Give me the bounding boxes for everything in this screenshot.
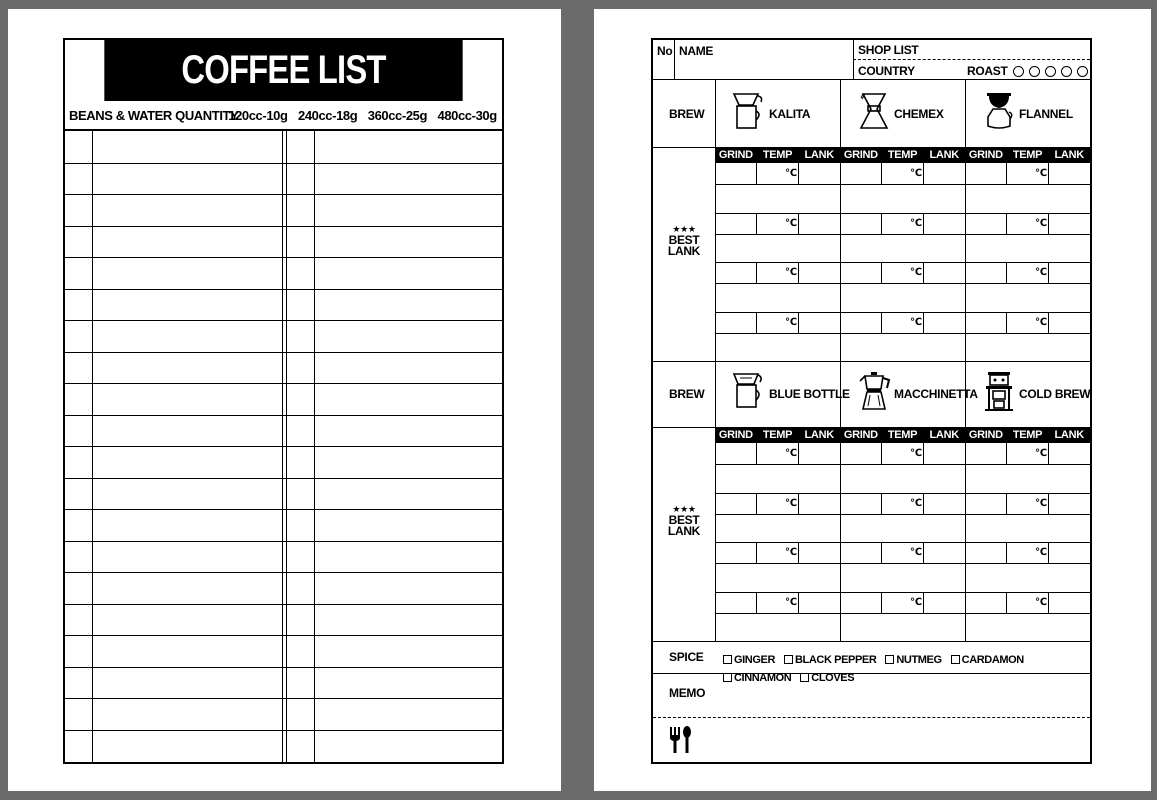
divider [756,443,757,464]
column-header-temp: TEMP [1012,149,1043,161]
divider [715,493,1090,494]
spice-name: NUTMEG [896,654,942,666]
list-row-line [65,667,502,668]
divider [923,262,924,283]
temperature-unit: ℃ [785,547,798,558]
spice-checkbox[interactable] [723,673,732,682]
column-header-lank: LANK [929,149,959,161]
divider [1048,213,1049,234]
column-header-grind: GRIND [718,429,753,441]
temperature-unit: ℃ [785,217,798,229]
list-row-line [65,352,502,353]
brew-method-name: FLANNEL [1019,107,1073,121]
divider [1048,312,1049,333]
list-row-line [65,226,502,227]
list-row-line [65,509,502,510]
temperature-unit: ℃ [910,217,923,229]
roast-dots [1008,64,1088,78]
cold-brew-tower-icon [982,372,1016,412]
list-row-line [65,604,502,605]
moka-pot-icon [857,372,891,412]
memo-label: MEMO [669,686,706,700]
divider [1006,213,1007,234]
divider [715,184,1090,185]
list-row-line [65,383,502,384]
brew-method-name: KALITA [769,107,811,121]
divider [923,443,924,464]
list-column-line [286,131,287,762]
temperature-unit: ℃ [910,497,923,509]
coffee-list-grid [65,131,502,762]
brew-method-name: CHEMEX [894,107,944,121]
spice-checkbox[interactable] [885,655,894,664]
column-header-temp: TEMP [762,149,793,161]
brew-record-frame [651,38,1092,764]
divider [881,163,882,184]
column-header-grind: GRIND [968,429,1003,441]
spice-option[interactable] [784,654,876,666]
brew-label: BREW [669,107,705,121]
best-text: BEST [668,233,700,247]
quantity-480: 480cc-30g [437,107,497,123]
lank-text: LANK [667,244,701,258]
roast-level-circle[interactable] [1077,66,1088,77]
quantity-360: 360cc-25g [367,107,428,123]
beans-water-label: BEANS & WATER QUANTITY [69,107,239,123]
roast-level-circle[interactable] [1045,66,1056,77]
divider [798,493,799,514]
divider [798,262,799,283]
brew-method-name: COLD BREW [1019,387,1091,401]
divider [715,464,1090,465]
list-row-line [65,163,502,164]
divider [715,234,1090,235]
column-header-grind: GRIND [843,149,878,161]
roast-scale [967,64,1088,78]
divider [756,542,757,563]
blue-bottle-dripper-icon [732,372,766,412]
list-row-line [65,635,502,636]
list-row-line [65,320,502,321]
temperature-unit: ℃ [910,448,923,459]
roast-level-circle[interactable] [1061,66,1072,77]
list-row-line [65,446,502,447]
divider [715,333,1090,334]
column-header-lank: LANK [804,429,834,441]
spice-name: CINNAMON [734,672,792,684]
spice-checkbox[interactable] [951,655,960,664]
temperature-unit: ℃ [1035,596,1048,608]
coffee-list-frame [63,38,504,764]
column-header-bar [965,148,1090,163]
temperature-unit: ℃ [910,267,923,278]
column-header-grind: GRIND [843,429,878,441]
temperature-unit: ℃ [1035,217,1048,229]
column-header-lank: LANK [804,149,834,161]
divider [853,59,1090,60]
temperature-unit: ℃ [785,316,798,328]
divider [798,592,799,613]
column-header-grind: GRIND [718,149,753,161]
temperature-unit: ℃ [785,596,798,608]
temperature-unit: ℃ [910,168,923,179]
divider [881,443,882,464]
spice-option[interactable] [723,654,775,666]
best-rank-label [653,504,715,537]
list-row-line [65,415,502,416]
rank-stars: ★★★ [672,224,696,234]
list-column-line [92,131,93,762]
spice-name: BLACK PEPPER [795,654,877,666]
brew-record-page [594,9,1151,791]
no-label: No [657,44,673,58]
divider [653,79,1090,80]
divider [756,163,757,184]
column-header-bar [715,148,840,163]
divider [1048,443,1049,464]
list-column-line [314,131,315,762]
list-row-line [65,541,502,542]
divider [653,717,1090,718]
divider [798,163,799,184]
temperature-unit: ℃ [785,497,798,509]
divider [965,80,966,147]
flannel-drip-icon [982,92,1016,132]
divider [923,163,924,184]
divider [1006,163,1007,184]
divider [756,592,757,613]
temperature-unit: ℃ [785,168,798,179]
temperature-unit: ℃ [785,448,798,459]
divider [653,641,1090,642]
name-label: NAME [679,44,714,58]
list-row-line [65,698,502,699]
temperature-unit: ℃ [1035,316,1048,328]
spice-checkbox[interactable] [784,655,793,664]
list-row-line [65,257,502,258]
divider [715,542,1090,543]
divider [653,361,1090,362]
divider [756,213,757,234]
divider [881,213,882,234]
country-label: COUNTRY [858,64,915,78]
shop-list-label: SHOP LIST [858,43,919,57]
column-header-bar [715,428,840,443]
spice-checkbox[interactable] [800,673,809,682]
roast-level-circle[interactable] [1013,66,1024,77]
divider [923,493,924,514]
quantity-header [65,101,502,131]
divider [923,592,924,613]
divider [798,213,799,234]
temperature-unit: ℃ [910,547,923,558]
spice-name: CARDAMON [961,654,1024,666]
list-row-line [65,194,502,195]
divider [1048,592,1049,613]
best-rank-label [653,224,715,257]
divider [715,283,1090,284]
divider [1006,493,1007,514]
divider [881,493,882,514]
list-row-line [65,478,502,479]
column-header-temp: TEMP [887,429,918,441]
column-header-bar [840,148,965,163]
best-text: BEST [668,513,700,527]
spice-label: SPICE [669,650,704,664]
quantity-120: 120cc-10g [228,107,288,123]
list-row-line [65,572,502,573]
lank-text: LANK [667,524,701,538]
divider [1048,493,1049,514]
temperature-unit: ℃ [910,316,923,328]
temperature-unit: ℃ [910,596,923,608]
column-header-lank: LANK [1054,429,1084,441]
list-row-line [65,730,502,731]
divider [881,592,882,613]
divider [881,542,882,563]
spice-name: CLOVES [811,672,855,684]
spice-option[interactable] [885,654,941,666]
chemex-icon [857,92,891,132]
divider [715,514,1090,515]
divider [1006,592,1007,613]
divider [881,262,882,283]
divider [1048,163,1049,184]
divider [674,40,675,79]
quantity-240: 240cc-18g [297,107,358,123]
column-header-temp: TEMP [762,429,793,441]
temperature-unit: ℃ [1035,448,1048,459]
divider [798,443,799,464]
divider [756,493,757,514]
temperature-unit: ℃ [1035,547,1048,558]
divider [653,673,1090,674]
roast-label: ROAST [967,64,1008,78]
coffee-list-page [8,9,561,791]
brew-label: BREW [669,387,705,401]
spice-checkbox[interactable] [723,655,732,664]
column-header-temp: TEMP [887,149,918,161]
divider [756,262,757,283]
divider [1006,542,1007,563]
column-header-bar [965,428,1090,443]
temperature-unit: ℃ [1035,168,1048,179]
divider [715,312,1090,313]
fork-spoon-icon [667,726,693,754]
divider [1006,262,1007,283]
temperature-unit: ℃ [1035,497,1048,509]
divider [715,613,1090,614]
column-header-bar [840,428,965,443]
rank-stars: ★★★ [672,504,696,514]
column-header-temp: TEMP [1012,429,1043,441]
divider [756,312,757,333]
divider [1048,262,1049,283]
divider [923,213,924,234]
temperature-unit: ℃ [785,267,798,278]
spice-option[interactable] [951,654,1024,666]
spice-checklist [723,650,1090,686]
kalita-dripper-icon [732,92,766,132]
divider [715,213,1090,214]
column-header-lank: LANK [1054,149,1084,161]
list-column-line [282,131,283,762]
divider [715,360,716,427]
divider [1048,542,1049,563]
coffee-list-title: COFFEE LIST [104,40,462,101]
divider [798,542,799,563]
divider [1006,443,1007,464]
divider [715,563,1090,564]
spice-name: GINGER [734,654,775,666]
divider [881,312,882,333]
roast-level-circle[interactable] [1029,66,1040,77]
divider [715,262,1090,263]
divider [715,80,716,147]
list-row-line [65,289,502,290]
divider [923,542,924,563]
column-header-grind: GRIND [968,149,1003,161]
temperature-unit: ℃ [1035,267,1048,278]
brew-method-name: MACCHINETTA [894,387,978,401]
divider [923,312,924,333]
divider [715,592,1090,593]
brew-method-name: BLUE BOTTLE [769,387,850,401]
column-header-lank: LANK [929,429,959,441]
divider [798,312,799,333]
divider [1006,312,1007,333]
divider [840,80,841,147]
